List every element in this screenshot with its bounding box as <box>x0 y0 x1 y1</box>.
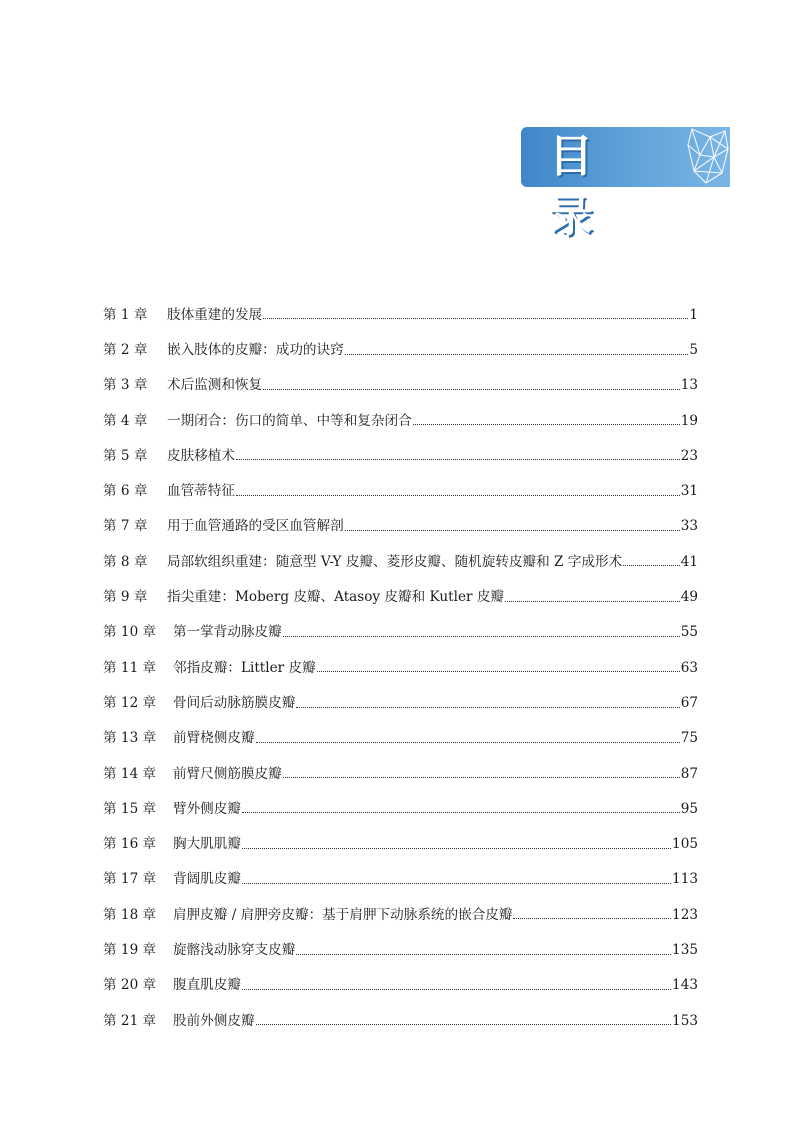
dot-leader <box>256 742 680 743</box>
page-number: 31 <box>680 483 698 500</box>
chapter-number: 第 20 章 <box>103 977 157 994</box>
toc-entry[interactable] <box>103 746 698 781</box>
page-number: 55 <box>680 624 698 641</box>
dot-leader <box>263 389 680 390</box>
chapter-number: 第 6 章 <box>103 483 148 500</box>
toc-entry[interactable] <box>103 287 698 322</box>
chapter-title: 局部软组织重建：随意型 V-Y 皮瓣、菱形皮瓣、随机旋转皮瓣和 Z 字成形术 <box>167 553 623 570</box>
dot-leader <box>513 918 671 919</box>
chapter-number: 第 9 章 <box>103 589 148 606</box>
chapter-title: 股前外侧皮瓣 <box>173 1012 255 1029</box>
chapter-title: 臂外侧皮瓣 <box>173 800 241 817</box>
page-number: 113 <box>672 871 698 888</box>
page-number: 63 <box>680 659 698 676</box>
chapter-number: 第 5 章 <box>103 447 148 464</box>
toc-entry[interactable] <box>103 428 698 463</box>
dot-leader <box>242 883 671 884</box>
page-number: 19 <box>680 412 698 429</box>
dot-leader <box>283 777 680 778</box>
toc-banner <box>521 127 730 242</box>
chapter-title: 骨间后动脉筋膜皮瓣 <box>173 694 296 711</box>
chapter-number: 第 1 章 <box>103 306 148 323</box>
toc-entry[interactable] <box>103 640 698 675</box>
dot-leader <box>236 459 680 460</box>
chapter-number: 第 19 章 <box>103 942 157 959</box>
chapter-number: 第 16 章 <box>103 836 157 853</box>
page-number: 105 <box>672 836 698 853</box>
chapter-title: 前臂桡侧皮瓣 <box>173 730 255 747</box>
chapter-title: 旋髂浅动脉穿支皮瓣 <box>173 942 296 959</box>
wireframe-mesh-icon <box>670 127 730 187</box>
chapter-title: 肢体重建的发展 <box>167 306 263 323</box>
chapter-title: 背阔肌皮瓣 <box>173 871 241 888</box>
page-number: 87 <box>680 765 698 782</box>
page-number: 13 <box>680 377 698 394</box>
page-number: 153 <box>672 1012 698 1029</box>
chapter-number: 第 17 章 <box>103 871 157 888</box>
chapter-title: 腹直肌皮瓣 <box>173 977 241 994</box>
chapter-number: 第 10 章 <box>103 624 157 641</box>
chapter-title: 胸大肌肌瓣 <box>173 836 241 853</box>
chapter-title: 皮肤移植术 <box>167 447 235 464</box>
chapter-number: 第 3 章 <box>103 377 148 394</box>
chapter-title: 指尖重建：Moberg 皮瓣、Atasoy 皮瓣和 Kutler 皮瓣 <box>167 589 505 606</box>
chapter-number: 第 14 章 <box>103 765 157 782</box>
dot-leader <box>623 565 680 566</box>
toc-entry[interactable] <box>103 887 698 922</box>
page-number: 5 <box>689 342 698 358</box>
dot-leader <box>413 424 680 425</box>
dot-leader <box>242 848 671 849</box>
chapter-number: 第 18 章 <box>103 906 157 923</box>
page-number: 135 <box>672 942 698 959</box>
toc-entry[interactable] <box>103 781 698 816</box>
toc-entry[interactable] <box>103 958 698 993</box>
chapter-number: 第 11 章 <box>103 659 157 676</box>
page-number: 75 <box>680 730 698 747</box>
chapter-title: 一期闭合：伤口的简单、中等和复杂闭合 <box>167 412 412 429</box>
dot-leader <box>236 495 680 496</box>
toc-title: 目 录 <box>549 131 619 242</box>
dot-leader <box>296 707 679 708</box>
page-number: 143 <box>672 977 698 994</box>
toc-entry[interactable] <box>103 499 698 534</box>
toc-entry[interactable] <box>103 852 698 887</box>
chapter-title: 肩胛皮瓣 / 肩胛旁皮瓣：基于肩胛下动脉系统的嵌合皮瓣 <box>173 906 513 923</box>
chapter-title: 第一掌背动脉皮瓣 <box>173 624 282 641</box>
toc-entry[interactable] <box>103 816 698 851</box>
toc-entry[interactable] <box>103 922 698 957</box>
page-number: 67 <box>680 694 698 711</box>
dot-leader <box>242 989 671 990</box>
chapter-title: 术后监测和恢复 <box>167 377 263 394</box>
dot-leader <box>317 671 680 672</box>
chapter-title: 前臂尺侧筋膜皮瓣 <box>173 765 282 782</box>
chapter-number: 第 13 章 <box>103 730 157 747</box>
dot-leader <box>283 636 680 637</box>
dot-leader <box>505 601 680 602</box>
toc-entry[interactable] <box>103 463 698 498</box>
chapter-title: 嵌入肢体的皮瓣：成功的诀窍 <box>167 342 344 358</box>
page-number: 1 <box>689 306 698 323</box>
page-number: 95 <box>680 800 698 817</box>
chapter-number: 第 2 章 <box>103 342 148 358</box>
toc-entry[interactable] <box>103 358 698 393</box>
chapter-number: 第 4 章 <box>103 412 148 429</box>
page-number: 33 <box>680 518 698 535</box>
dot-leader <box>296 954 671 955</box>
toc-entry[interactable] <box>103 993 698 1028</box>
toc-entry[interactable] <box>103 605 698 640</box>
toc-entry[interactable] <box>103 711 698 746</box>
chapter-number: 第 21 章 <box>103 1012 157 1029</box>
dot-leader <box>256 1024 671 1025</box>
table-of-contents <box>103 287 698 1028</box>
dot-leader <box>345 530 680 531</box>
dot-leader <box>345 354 689 355</box>
chapter-title: 血管蒂特征 <box>167 483 235 500</box>
page-number: 123 <box>672 906 698 923</box>
toc-entry[interactable] <box>103 569 698 604</box>
chapter-number: 第 7 章 <box>103 518 148 535</box>
toc-entry[interactable] <box>103 675 698 710</box>
page-number: 41 <box>680 553 698 570</box>
toc-entry[interactable] <box>103 534 698 569</box>
page-number: 23 <box>680 447 698 464</box>
chapter-title: 用于血管通路的受区血管解剖 <box>167 518 344 535</box>
toc-entry[interactable] <box>103 322 698 357</box>
dot-leader <box>263 318 688 319</box>
toc-entry[interactable] <box>103 393 698 428</box>
chapter-number: 第 12 章 <box>103 694 157 711</box>
dot-leader <box>242 812 680 813</box>
chapter-title: 邻指皮瓣：Littler 皮瓣 <box>173 659 316 676</box>
chapter-number: 第 15 章 <box>103 800 157 817</box>
chapter-number: 第 8 章 <box>103 553 148 570</box>
page-number: 49 <box>680 589 698 606</box>
